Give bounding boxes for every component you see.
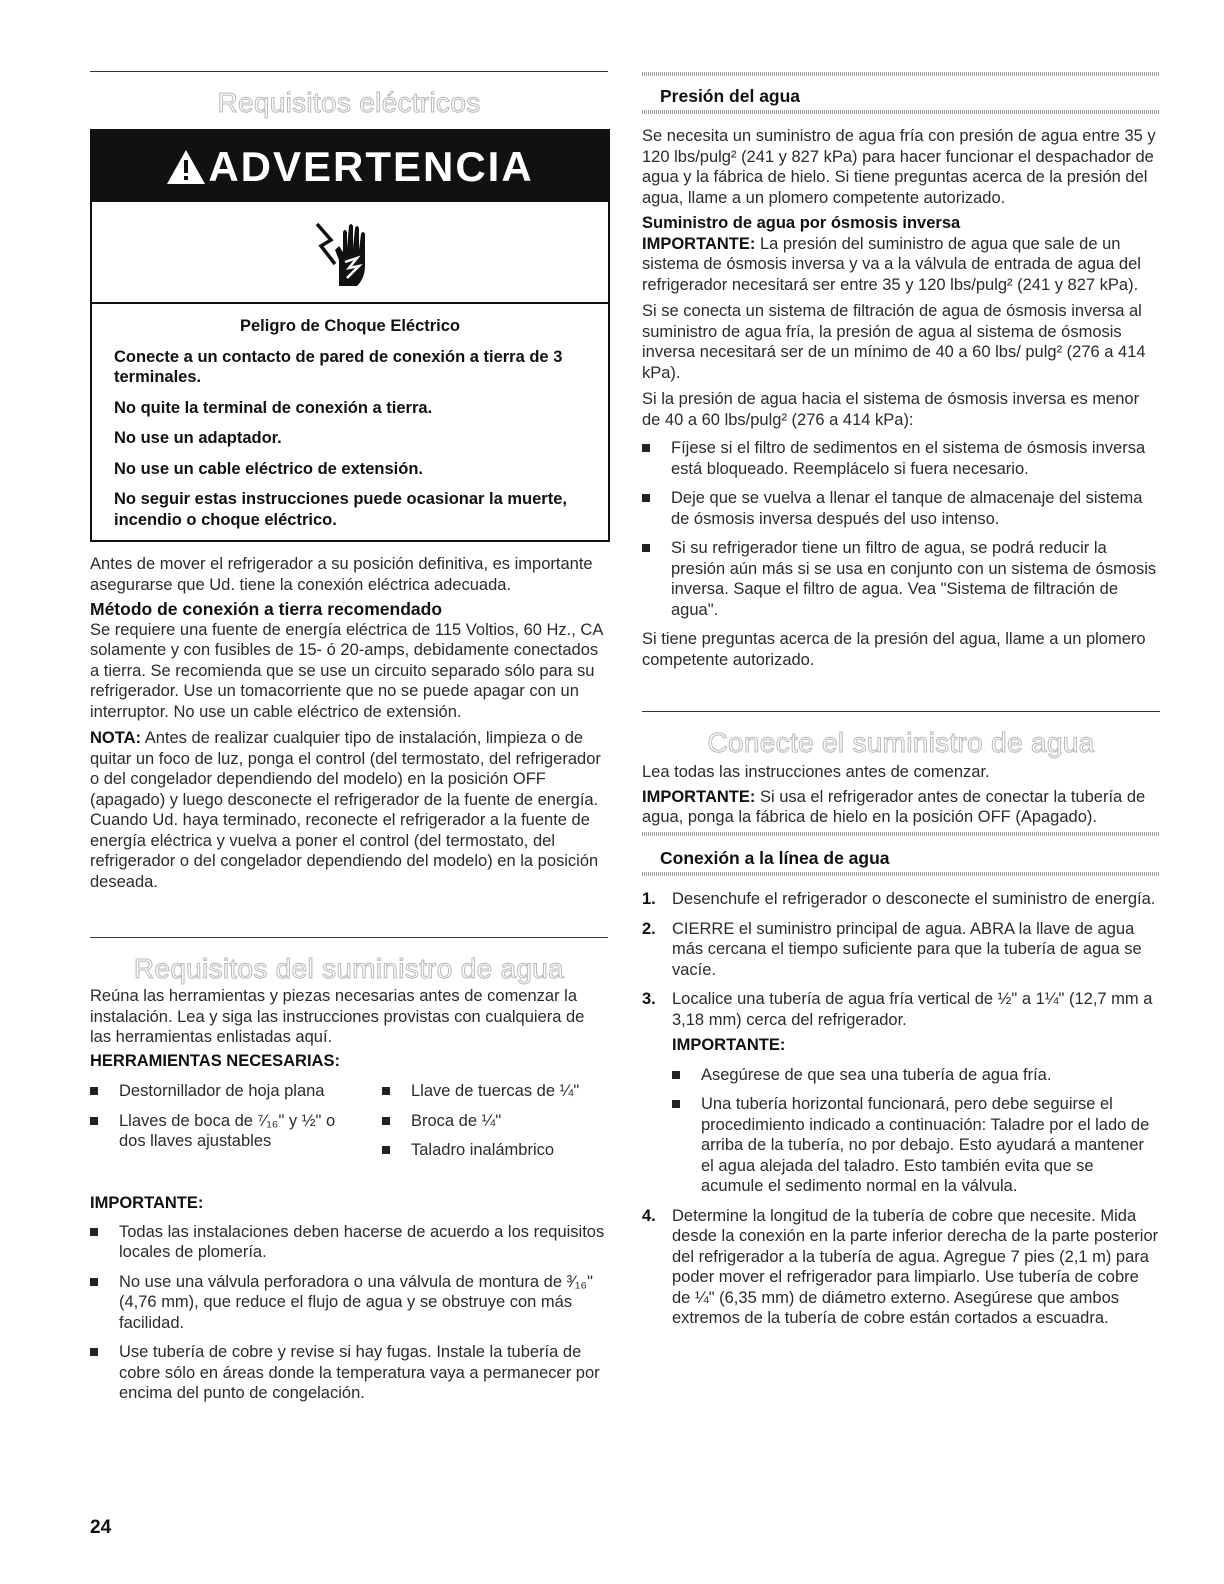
steps-list — [642, 889, 1160, 1329]
subsection-rule — [642, 72, 1160, 76]
page-number: 24 — [90, 1517, 112, 1538]
warning-header — [92, 131, 608, 202]
step-item — [642, 919, 1160, 981]
important-item: Use tubería de cobre y revise si hay fugas. Instale la tubería de cobre sólo en áreas donde la temperatura vaya a permanecer por encima del punto de congelación. — [90, 1342, 608, 1404]
step-text: Desenchufe el refrigerador o desconecte el suministro de energía. — [672, 890, 1156, 908]
ro-paragraph-4: Si tiene preguntas acerca de la presión del agua, llame a un plomero competente autorizado. — [642, 630, 1146, 669]
tools-column-2 — [382, 1081, 608, 1170]
method-paragraph: Se requiere una fuente de energía eléctrica de 115 Voltios, 60 Hz., CA solamente y con fusibles de 15- ó 20-amps, debidamente conectados a tierra. Se recomienda que se use un circuito separado sólo para su refrigerador. Use un tomacorriente que no se puede apagar con un interruptor. No use un cable eléctrico de extensión. — [90, 620, 603, 721]
tool-item: Llaves de boca de ⁷⁄₁₆" y ½" o dos llaves ajustables — [90, 1111, 358, 1152]
tools-title: HERRAMIENTAS NECESARIAS: — [90, 1051, 340, 1070]
pressure-block — [642, 126, 1160, 670]
step-item — [642, 1206, 1160, 1329]
connect-important-text: Si usa el refrigerador antes de conectar la tubería de agua, ponga la fábrica de hielo en la posición OFF (Apagado). — [642, 787, 1146, 826]
ro-item: Deje que se vuelva a llenar el tanque de almacenaje del sistema de ósmosis inversa después del uso intenso. — [642, 488, 1160, 529]
step-item — [642, 989, 1160, 1197]
ro-title: Suministro de agua por ósmosis inversa — [642, 214, 961, 232]
warning-icon-area — [92, 202, 608, 304]
ro-important-label: IMPORTANTE: — [642, 234, 756, 253]
section-heading-water-requirements: Requisitos del suministro de agua — [133, 953, 565, 984]
warning-line: No quite la terminal de conexión a tierra. — [114, 398, 433, 417]
step3-important-item: Una tubería horizontal funcionará, pero debe seguirse el procedimiento indicado a continuación: Taladre por el lado de arriba de la tubería, no por debajo. Esto ayudará a mantener el agua alejada del taladro. Esto también evita que se acumule el sedimento normal en la válvula. — [672, 1094, 1160, 1197]
method-title: Método de conexión a tierra recomendado — [90, 599, 443, 619]
ro-item: Fíjese si el filtro de sedimentos en el sistema de ósmosis inversa está bloqueado. Reemplácelo si fuera necesario. — [642, 438, 1160, 479]
nota-label: NOTA: — [90, 729, 142, 747]
step-text: CIERRE el suministro principal de agua. ABRA la llave de agua más cercana el tiempo suficiente para que la tubería de agua se vacíe. — [672, 919, 1142, 979]
step-number: 2. — [642, 919, 656, 938]
step3-important-item: Asegúrese de que sea una tubería de agua fría. — [672, 1065, 1160, 1086]
warning-body — [92, 304, 608, 540]
subsection-rule — [642, 832, 1160, 836]
warning-line: No seguir estas instrucciones puede ocasionar la muerte, incendio o choque eléctrico. — [114, 490, 567, 529]
important-list — [90, 1222, 608, 1404]
nota-paragraph — [90, 728, 608, 892]
tools-column-1 — [90, 1081, 358, 1161]
tool-item: Taladro inalámbrico — [382, 1140, 608, 1161]
connect-intro: Lea todas las instrucciones antes de comenzar. — [642, 763, 990, 781]
section-rule — [642, 711, 1160, 712]
subsection-rule — [642, 110, 1160, 114]
connect-important-paragraph — [642, 787, 1160, 828]
subsection-rule — [642, 872, 1160, 876]
important-item: No use una válvula perforadora o una válvula de montura de ³⁄₁₆" (4,76 mm), que reduce el flujo de agua y se obstruye con más facilidad. — [90, 1272, 608, 1334]
warning-line: Conecte a un contacto de pared de conexión a tierra de 3 terminales. — [114, 347, 563, 386]
step-number: 3. — [642, 990, 656, 1008]
tool-item: Destornillador de hoja plana — [90, 1081, 358, 1102]
section-heading-connect-water: Conecte el suministro de agua — [707, 727, 1095, 758]
ro-list — [642, 438, 1160, 620]
important-item: Todas las instalaciones deben hacerse de acuerdo a los requisitos locales de plomería. — [90, 1222, 608, 1263]
step-text: Determine la longitud de la tubería de cobre que necesite. Mida desde la conexión en la parte inferior derecha de la parte posterior del refrigerador a la tubería de agua. Agregue 7 pies (2,1 m) para poder mover el refrigerador para limpiarlo. Use tubería de cobre de ¼" (6,35 mm) de diámetro externo. Asegúrese que ambos extremos de la tubería de cobre están cortados a escuadra. — [672, 1206, 1159, 1327]
nota-text: Antes de realizar cualquier tipo de instalación, limpieza o de quitar un foco de luz, ponga el control (del termostato, del refrigerador o del congelador dependiendo del modelo) en la posición OFF (apagado) y luego desconecte el refrigerador de la fuente de energía. Cuando Ud. haya terminado, reconecte el refrigerador a la fuente de energía eléctrica y vuelva a poner el control (del termostato, del refrigerador o del congelador dependiendo del modelo) en la posición deseada. — [90, 729, 601, 891]
warning-line: No use un adaptador. — [114, 429, 282, 447]
electric-shock-hand-icon — [311, 214, 381, 294]
tool-item: Llave de tuercas de ¼" — [382, 1081, 608, 1102]
warning-box — [90, 129, 610, 542]
step-number: 1. — [642, 890, 656, 908]
water-intro-paragraph: Reúna las herramientas y piezas necesarias antes de comenzar la instalación. Lea y siga las instrucciones provistas con cualquiera de las herramientas enlistadas aquí. — [90, 987, 585, 1046]
ro-item: Si su refrigerador tiene un filtro de agua, se podrá reducir la presión aún más si se usa en conjunto con un sistema de ósmosis inversa. Saque el filtro de agua. Vea "Sistema de filtración de agua". — [642, 538, 1160, 620]
warning-triangle-icon — [166, 149, 206, 185]
ro-important-text: La presión del suministro de agua que sale de un sistema de ósmosis inversa y va a la válvula de entrada de agua del refrigerador necesitará ser entre 35 y 120 lbs/pulg² (241 y 827 kPa). — [642, 234, 1141, 294]
step-text: Localice una tubería de agua fría vertical de ½" a 1¼" (12,7 mm a 3,18 mm) cerca del refrigerador. — [672, 990, 1153, 1029]
ro-important-paragraph — [642, 234, 1160, 296]
water-requirements-block — [90, 986, 608, 1413]
steps-block — [642, 889, 1160, 1338]
section-rule — [90, 937, 608, 938]
step3-important-list — [672, 1065, 1160, 1197]
ro-paragraph-2: Si se conecta un sistema de filtración de agua de ósmosis inversa al suministro de agua fría, la presión de agua al sistema de ósmosis inversa necesitará ser de un mínimo de 40 a 60 lbs/ pulg² (276 a 414 kPa). — [642, 302, 1146, 382]
warning-subtitle: Peligro de Choque Eléctrico — [239, 317, 461, 335]
step3-important-label: IMPORTANTE: — [672, 1036, 786, 1054]
connect-important-label: IMPORTANTE: — [642, 787, 756, 806]
tool-item: Broca de ¼" — [382, 1111, 608, 1132]
line-title: Conexión a la línea de agua — [660, 848, 890, 868]
pressure-paragraph: Se necesita un suministro de agua fría con presión de agua entre 35 y 120 lbs/pulg² (241 y 827 kPa) para hacer funcionar el despachador de agua y la fábrica de hielo. Si tiene preguntas acerca de la presión del agua, llame a un plomero competente autorizado. — [642, 127, 1156, 207]
section-heading-electrical: Requisitos eléctricos — [217, 87, 481, 118]
warning-line: No use un cable eléctrico de extensión. — [114, 459, 424, 478]
step-number: 4. — [642, 1206, 656, 1225]
important-title: IMPORTANTE: — [90, 1194, 204, 1212]
connect-block — [642, 762, 1160, 828]
warning-title: ADVERTENCIA — [208, 143, 534, 190]
intro-paragraph: Antes de mover el refrigerador a su posición definitiva, es importante asegurarse que Ud. tiene la conexión eléctrica adecuada. — [90, 555, 593, 594]
section-rule — [90, 71, 608, 72]
step-item — [642, 889, 1160, 910]
ro-paragraph-3: Si la presión de agua hacia el sistema de ósmosis inversa es menor de 40 a 60 lbs/pulg² (276 a 414 kPa): — [642, 390, 1140, 429]
pressure-title: Presión del agua — [660, 86, 801, 106]
electrical-text-block — [90, 554, 608, 892]
tools-list — [90, 1081, 608, 1193]
